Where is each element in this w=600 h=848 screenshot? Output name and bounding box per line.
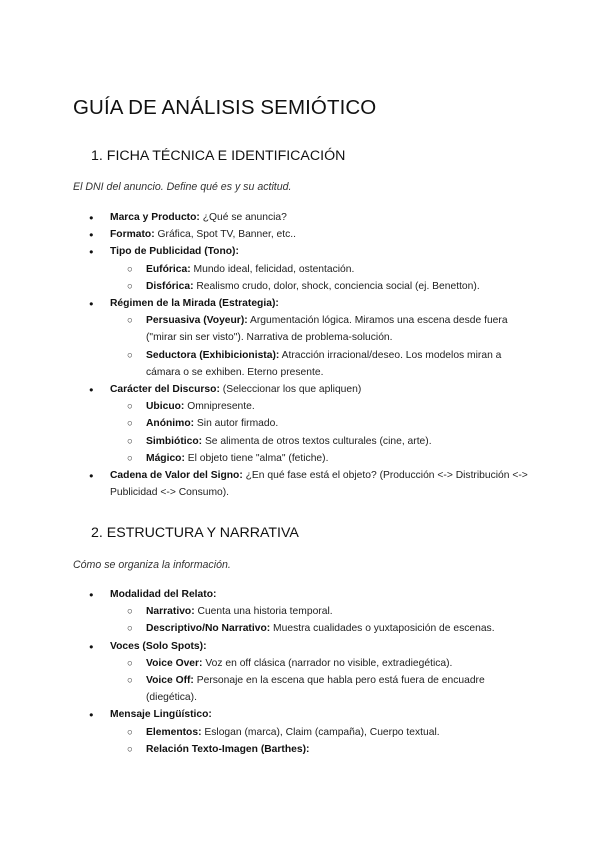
list-item-ubicuo: ○ Ubicuo: Omnipresente. xyxy=(0,398,600,415)
list-item-marca: ● Marca y Producto: ¿Qué se anuncia? xyxy=(0,209,600,226)
section1-list xyxy=(0,209,600,501)
section2-heading: 2. ESTRUCTURA Y NARRATIVA xyxy=(91,525,299,541)
list-item-mensaje: ● Mensaje Lingüístico: xyxy=(0,706,600,723)
list-item-simbiotico: ○ Simbiótico: Se alimenta de otros textos culturales (cine, arte). xyxy=(0,433,600,450)
list-item-disforica: ○ Disfórica: Realismo crudo, dolor, shock, conciencia social (ej. Benetton). xyxy=(0,278,600,295)
list-item-elementos: ○ Elementos: Eslogan (marca), Claim (campaña), Cuerpo textual. xyxy=(0,724,600,741)
list-item-euforica: ○ Eufórica: Mundo ideal, felicidad, ostentación. xyxy=(0,261,600,278)
list-item-descriptivo: ○ Descriptivo/No Narrativo: Muestra cualidades o yuxtaposición de escenas. xyxy=(0,620,600,637)
list-item-voiceover: ○ Voice Over: Voz en off clásica (narrador no visible, extradiegética). xyxy=(0,655,600,672)
section1-intro: El DNI del anuncio. Define qué es y su actitud. xyxy=(73,181,292,193)
list-item-voiceoff: ○ Voice Off: Personaje en la escena que habla pero está fuera de encuadre (diegética). xyxy=(0,672,600,706)
list-item-regimen: ● Régimen de la Mirada (Estrategia): xyxy=(0,295,600,312)
list-item-narrativo: ○ Narrativo: Cuenta una historia temporal. xyxy=(0,603,600,620)
list-item-modalidad: ● Modalidad del Relato: xyxy=(0,586,600,603)
list-item-formato: ● Formato: Gráfica, Spot TV, Banner, etc.. xyxy=(0,226,600,243)
list-item-caracter: ● Carácter del Discurso: (Seleccionar los que apliquen) xyxy=(0,381,600,398)
list-item-tipo: ● Tipo de Publicidad (Tono): xyxy=(0,243,600,260)
list-item-cadena: ● Cadena de Valor del Signo: ¿En qué fase está el objeto? (Producción <-> Distribución <-> Publicidad <-> Consumo). xyxy=(0,467,600,501)
list-item-seductora: ○ Seductora (Exhibicionista): Atracción irracional/deseo. Los modelos miran a cámara o se exhiben. Eterno presente. xyxy=(0,347,600,381)
list-item-persuasiva: ○ Persuasiva (Voyeur): Argumentación lógica. Miramos una escena desde fuera ("mirar sin ser visto"). Narrativa de problema-solución. xyxy=(0,312,600,346)
page-title: GUÍA DE ANÁLISIS SEMIÓTICO xyxy=(73,96,377,119)
section2-intro: Cómo se organiza la información. xyxy=(73,559,231,571)
list-item-relacion: ○ Relación Texto-Imagen (Barthes): xyxy=(0,741,600,758)
section2-list xyxy=(0,586,600,758)
list-item-magico: ○ Mágico: El objeto tiene "alma" (fetiche). xyxy=(0,450,600,467)
section1-heading: 1. FICHA TÉCNICA E IDENTIFICACIÓN xyxy=(91,148,346,164)
list-item-voces: ● Voces (Solo Spots): xyxy=(0,638,600,655)
list-item-anonimo: ○ Anónimo: Sin autor firmado. xyxy=(0,415,600,432)
